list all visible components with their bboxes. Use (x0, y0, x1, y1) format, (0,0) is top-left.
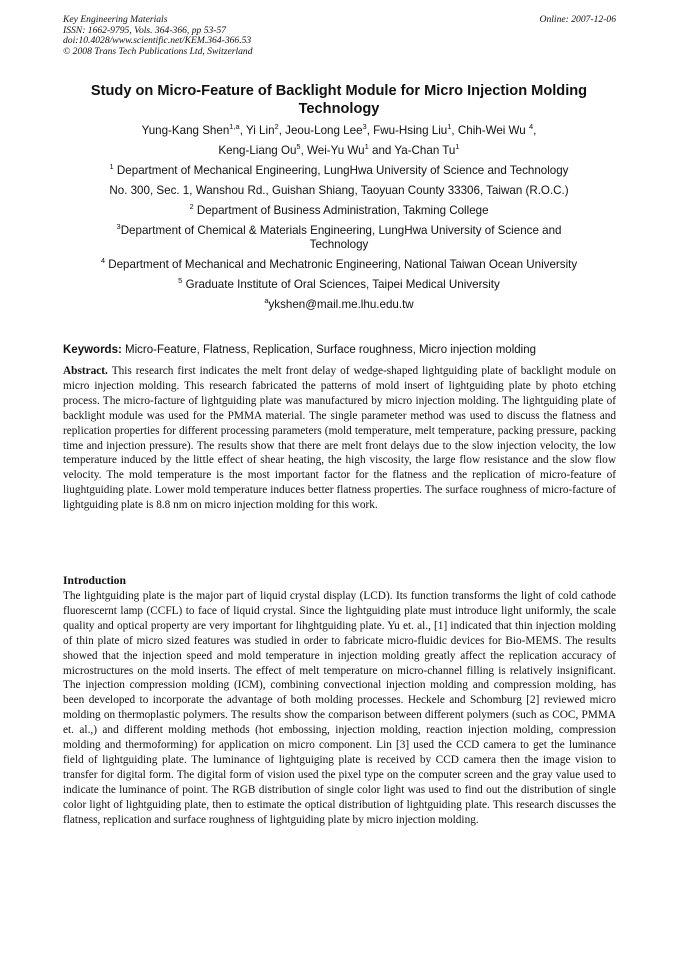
affiliation-3 (64, 224, 614, 238)
affiliation-text: Department of Mechanical Engineering, LungHwa University of Science and Technology (116, 164, 569, 177)
author-sup: 1 (455, 142, 460, 152)
issn-line: ISSN: 1662-9795, Vols. 364-366, pp 53-57 (63, 24, 227, 36)
copyright-line: © 2008 Trans Tech Publications Ltd, Switzerland (63, 45, 253, 57)
keywords-label: Keywords: (63, 344, 122, 356)
author-sup: 3 (362, 122, 367, 132)
author-sup: 2 (274, 122, 279, 132)
author-name: Yung-Kang Shen (141, 124, 230, 137)
affiliation-1-address: No. 300, Sec. 1, Wanshou Rd., Guishan Shiang, Taoyuan County 33306, Taiwan (R.O.C.) (109, 184, 569, 197)
author-sup: 5 (296, 142, 301, 152)
author-sup: 1 (364, 142, 369, 152)
author-name: Fwu-Hsing Liu (373, 124, 448, 137)
affiliation-sup: 2 (189, 202, 194, 212)
author-line-1: Yung-Kang Shen$^{1,a}$, Yi Lin$^2$, Jeou-Long Lee$^3$, Fwu-Hsing Liu$^1$, Chih-Wei Wu $^4$, (141, 122, 537, 137)
journal-name: Key Engineering Materials (63, 14, 168, 25)
affiliation-sup: 5 (178, 276, 183, 286)
author-name: Chih-Wei Wu (457, 124, 526, 137)
affiliation-2 (64, 204, 614, 218)
author-sup: 1,a (229, 122, 240, 132)
affiliation-sup: 4 (100, 256, 105, 266)
affiliation-text: Department of Chemical & Materials Engineering, LungHwa University of Science and (120, 224, 562, 237)
author-name: Wei-Yu Wu (307, 144, 365, 157)
affiliation-4 (64, 258, 614, 272)
author-block (64, 124, 614, 318)
abstract-label: Abstract. (63, 365, 108, 377)
author-sup: 4 (528, 122, 534, 132)
keywords-text: Micro-Feature, Flatness, Replication, Surface roughness, Micro injection molding (125, 344, 536, 356)
keywords (63, 343, 616, 357)
author-conjunction: and (372, 144, 392, 157)
affiliation-text: Department of Mechanical and Mechatronic Engineering, National Taiwan Ocean University (108, 258, 578, 271)
introduction-text: The lightguiding plate is the major part of liquid crystal display (LCD). Its function transforms the light of cold cathode fluorescernt lamp (CCFL) to face of liquid crystal. Since the lightguiding plate must introduce light uniformly, the scale quality and optical property are very important for lihghtguiding plate. Yu et. al., [1] indicated that thin injection molding of thin plate of micro sized features was studied in order to fabricate micro-fluidic devices for Bio-MEMS. The results showed that the injection speed and mold temperature in injection molding greatly affect the replication accuracy of microstructures on the mold inserts. The effect of melt temperature on micro-channel filling is relatively insignificant. The injection compression molding (ICM), combining convectional injection molding and compression molding, has been developed to incorporate the advantage of both molding processes. Heckele and Schomburg [2] reviewed micro molding on thermoplastic polymers. The results show the comparison between different polymers (such as COC, PMMA et. al.,) and different molding methods (hot embossing, injection molding, reaction injection molding, compression molding and thermoforming) for application on micro component. Lin [3] used the CCD camera to get the luminance field of lightguiding plate. The luminance of lightguiging plate is received by CCD camera then the image vision to transfer for digital form. The digital form of vision used the pixel type on the computer screen and the gray value used to indicate the luminance of point. The RGB distribution of single color light was used to find out the distribution of single color light of lightguiding plate, then to estimate the optical distribution of lightguiding plate. This research discusses the flatness, replication and surface roughness of lightguiding plate by micro injection molding. (63, 590, 616, 826)
affiliation-3-line-2: Technology (309, 238, 369, 251)
email-line (64, 298, 614, 312)
paper-title: Study on Micro-Feature of Backlight Module for Micro Injection Molding Technology (90, 83, 588, 117)
affiliation-sup: 1 (109, 162, 114, 172)
doi-line: doi:10.4028/www.scientific.net/KEM.364-366.53 (63, 35, 252, 46)
author-name: Jeou-Long Lee (285, 124, 363, 137)
author-line-2: Keng-Liang Ou$^5$, Wei-Yu Wu$^1$ and Ya-Chan Tu$^1$ (218, 142, 460, 157)
affiliation-sup: 3 (116, 222, 121, 232)
journal-header (63, 15, 253, 57)
email-address[interactable]: ykshen@mail.me.lhu.edu.tw (268, 298, 414, 311)
affiliation-text: Department of Business Administration, Takming College (196, 204, 489, 217)
author-name: Yi Lin (245, 124, 275, 137)
online-date: Online: 2007-12-06 (539, 14, 616, 25)
abstract-text: This research first indicates the melt front delay of wedge-shaped lightguiding plate of backlight module on micro injection molding. This research fabricated the patterns of mold insert of lightguiding plate by photo etching process. The micro-facture of lightguiding plate was manufactured by micro injection molding. The lightguiding plate of backlight module was used for the PMMA material. The single parameter method was used to discuss the flatness and replication properties for different processing parameters (mold temperature, melt temperature, packing pressure, packing time and injection pressure). The results show that there are melt front delays due to the slow injection velocity, the low temperature induced by the little effect of shear heating, the high viscosity, the large flow resistance and the slow flow velocity. The mold temperature is the most important factor for the flatness and the replication of micro-feature of liughtguiding plate. Lower mold temperature induces better flatness properties. The surface roughness of micro-facture of lightguiding plate is 8.8 nm on micro injection molding for this work. (63, 365, 616, 512)
introduction-heading: Introduction (63, 574, 126, 587)
abstract (63, 364, 616, 513)
author-name: Ya-Chan Tu (394, 144, 456, 157)
affiliation-5 (64, 278, 614, 292)
author-sup: 1 (447, 122, 452, 132)
affiliation-text: Graduate Institute of Oral Sciences, Taipei Medical University (185, 278, 500, 291)
email-sup: a (264, 296, 269, 306)
affiliation-1 (64, 164, 614, 178)
author-name: Keng-Liang Ou (218, 144, 297, 157)
